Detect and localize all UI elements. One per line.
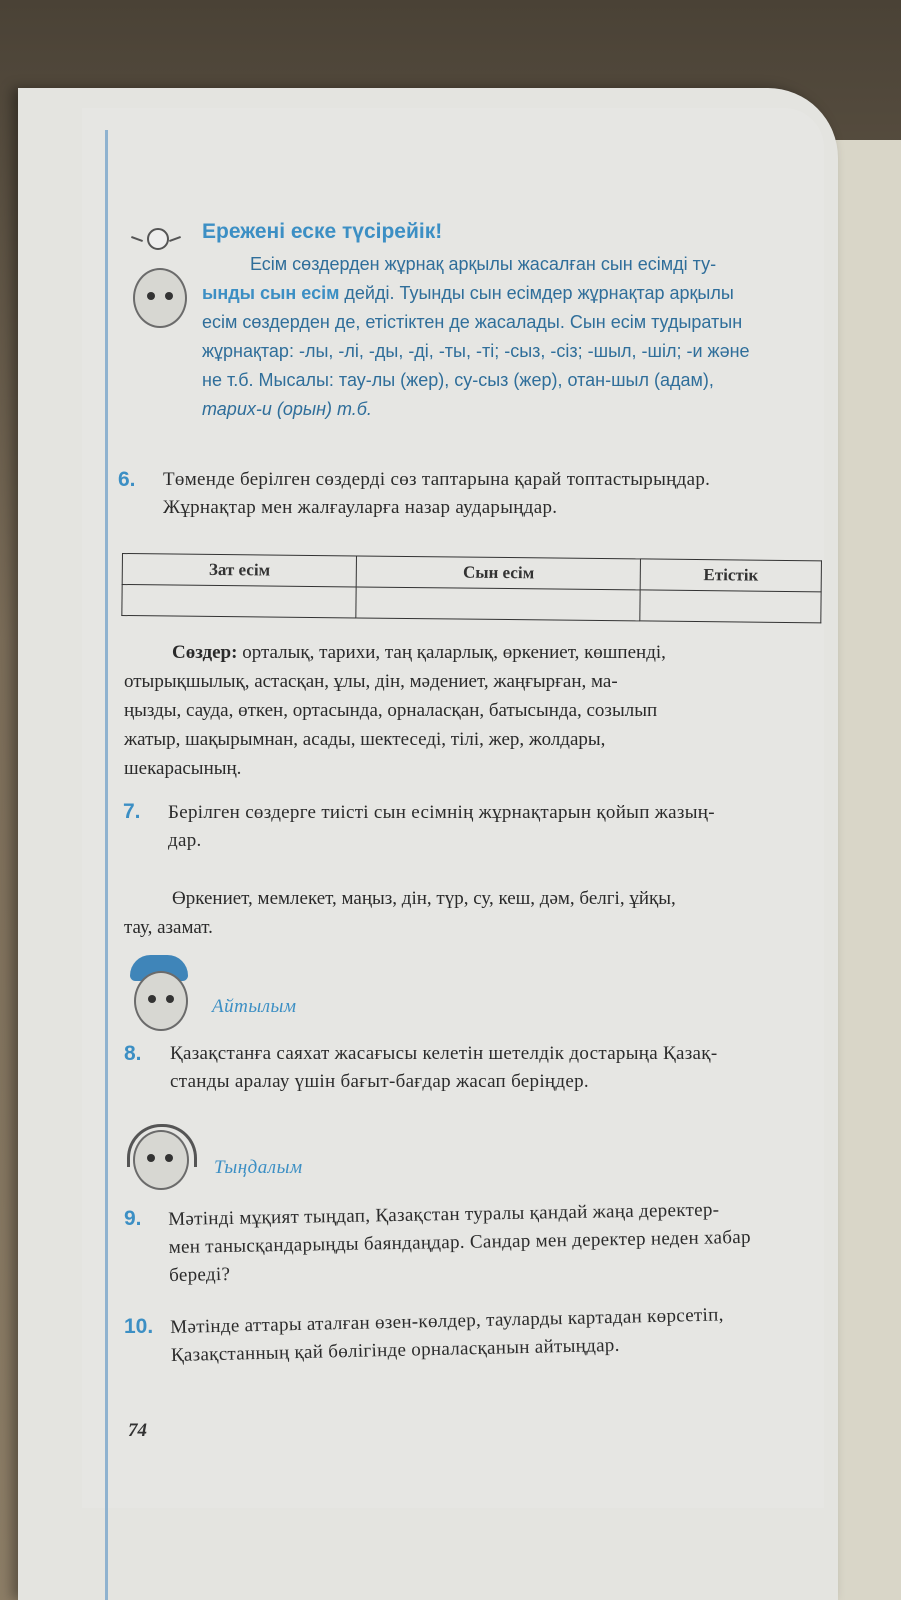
task-6-text [163,466,823,522]
table-cell [640,590,821,623]
task-line: Қазақстанның қай бөлігінде орналасқанын айтыңдар. [170,1334,620,1366]
rule-title: Ережені еске түсірейік! [202,220,443,243]
headphones-icon [127,1124,197,1167]
rule-box [140,210,830,440]
word-line-rest: орталық, тарихи, таң қаларлық, өркениет, көшпенді, [237,642,666,663]
word-classes-table [121,553,822,623]
task-line: береді? [169,1263,231,1286]
task-8-text [170,1040,825,1096]
task-line: мен танысқандарыңды баяндаңдар. Сандар мен деректер неден хабар [168,1226,752,1258]
listening-mascot [125,1128,200,1198]
task-line: станды аралау үшін бағыт-бағдар жасап беріңдер. [170,1071,589,1092]
table-header: Зат есім [122,554,357,587]
rule-line: тарих-и (орын) т.б. [202,399,372,419]
table-header: Сын есім [357,556,641,590]
word-line: шекарасының. [124,758,242,779]
task-line: Берілген сөздерге тиісті сын есімнің жұрнақтарын қойып жазың- [168,802,715,823]
task-7-words [124,884,824,942]
word-line: Өркениет, мемлекет, маңыз, дін, түр, су, кеш, дәм, белгі, ұйқы, [172,888,676,909]
task-line: Жұрнақтар мен жалғауларға назар аударыңдар. [163,497,558,518]
margin-line [105,130,108,1600]
task-number: 8. [124,1042,142,1065]
word-line: тау, азамат. [124,917,213,938]
rule-line-rest: дейді. Туынды сын есімдер жұрнақтар арқылы [339,283,734,303]
task-7-text [168,799,823,855]
table-cell [122,585,357,618]
rule-line: Есім сөздерден жұрнақ арқылы жасалған сын есімді ту- [250,254,717,274]
word-list [124,638,824,783]
rule-line: жұрнақтар: -лы, -лі, -ды, -ді, -ты, -ті; -сыз, -сіз; -шыл, -шіл; -и және [202,341,750,361]
task-line: дар. [168,830,202,851]
rule-line: есім сөздерден де, етістіктен де жасалады. Сын есім тудыратын [202,312,743,332]
section-speaking: Айтылым [212,996,297,1017]
rule-text [202,250,832,424]
task-line: Мәтінді мұқият тыңдап, Қазақстан туралы қандай жаңа деректер- [168,1199,720,1230]
word-line [124,638,824,667]
rule-line: не т.б. Мысалы: тау-лы (жер), су-сыз (жер), отан-шыл (адам), [202,370,714,390]
word-list-lead: Сөздер: [172,642,238,663]
task-line: Қазақстанға саяхат жасағысы келетін шетелдік достарыңа Қазақ- [170,1043,718,1064]
word-line: ңызды, сауда, өткен, ортасында, орналасқан, батысында, созылып [124,700,658,721]
task-number: 7. [123,800,141,823]
task-number: 10. [124,1315,154,1338]
task-number: 9. [124,1207,142,1230]
rule-term: ынды сын есім [202,283,340,303]
table-header: Етістік [640,559,821,592]
speaking-mascot [122,955,197,1035]
task-line: Мәтінде аттары аталған өзен-көлдер, тауларды картадан көрсетіп, [170,1304,724,1338]
table-row [122,585,821,623]
table-cell [356,587,640,621]
task-9-text [168,1194,829,1290]
boy-face-icon [134,971,188,1031]
section-listening: Тыңдалым [214,1157,303,1178]
rule-line [202,279,832,308]
page-number: 74 [128,1420,147,1441]
task-number: 6. [118,468,136,491]
word-line: жатыр, шақырымнан, асады, шектеседі, тілі, жер, жолдары, [124,729,606,750]
word-line: отырықшылық, астасқан, ұлы, дін, мәдениет, жаңғырған, ма- [124,671,618,692]
task-line: Төменде берілген сөздерді сөз таптарына қарай топтастырыңдар. [163,469,711,490]
